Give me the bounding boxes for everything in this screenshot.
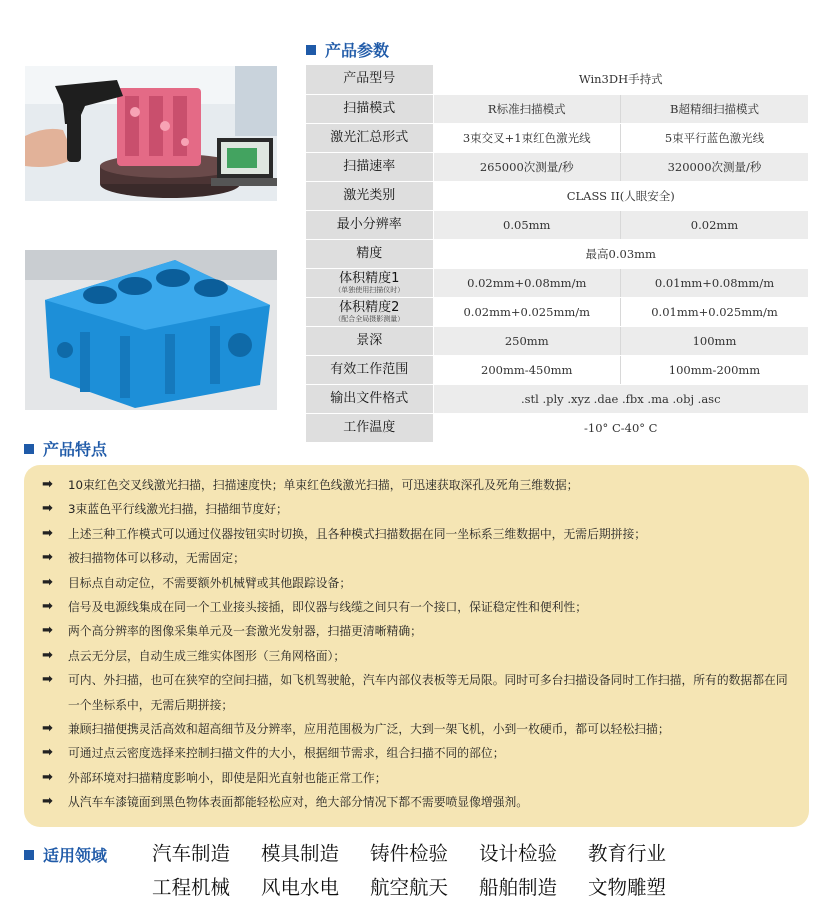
spec-value: 最高0.03mm — [433, 239, 808, 268]
application-item: 工程机械 — [152, 876, 231, 899]
application-section-title: 适用领域 — [43, 846, 108, 865]
spec-row — [306, 297, 808, 326]
features-section-header — [24, 437, 107, 460]
spec-value-r-mode: 200mm-450mm — [433, 355, 621, 384]
feature-item — [42, 741, 809, 765]
spec-label — [306, 65, 433, 94]
application-item: 汽车制造 — [152, 842, 231, 865]
spec-label — [306, 239, 433, 268]
feature-item — [42, 473, 809, 497]
spec-row — [306, 326, 808, 355]
features-list — [24, 465, 809, 827]
spec-value-b-mode: 0.01mm+0.08mm/m — [621, 268, 809, 297]
feature-text: 被扫描物体可以移动，无需固定； — [68, 551, 245, 566]
spec-value-r-mode: 265000次测量/秒 — [433, 152, 621, 181]
application-section-header — [24, 843, 107, 866]
feature-item — [42, 619, 809, 643]
spec-value-b-mode: 100mm-200mm — [621, 355, 809, 384]
params-section-header — [306, 38, 389, 61]
spec-value-r-mode: 0.02mm+0.025mm/m — [433, 297, 621, 326]
engine-scan-image — [25, 250, 277, 410]
spec-label — [306, 297, 433, 326]
feature-item — [42, 522, 809, 546]
feature-item — [42, 717, 809, 741]
feature-item — [42, 497, 809, 521]
spec-sublabel: （单独使用扫描仪时） — [334, 285, 405, 294]
application-item: 铸件检验 — [370, 842, 449, 865]
spec-label-text: 扫描速率 — [343, 158, 396, 174]
spec-row — [306, 355, 808, 384]
application-item: 模具制造 — [261, 842, 340, 865]
spec-value-r-mode: 0.02mm+0.08mm/m — [433, 268, 621, 297]
spec-value-b-mode: 100mm — [621, 326, 809, 355]
spec-label-text: 精度 — [356, 245, 383, 261]
spec-label — [306, 413, 433, 442]
application-item: 风电水电 — [261, 876, 340, 899]
application-grid — [152, 838, 697, 906]
spec-row — [306, 210, 808, 239]
arrow-right-icon: ➡ — [42, 647, 53, 663]
spec-label — [306, 152, 433, 181]
spec-label — [306, 94, 433, 123]
feature-text: 3束蓝色平行线激光扫描，扫描细节度好； — [68, 502, 288, 517]
spec-label — [306, 326, 433, 355]
spec-label-text: 景深 — [356, 332, 383, 348]
spec-row — [306, 123, 808, 152]
spec-label — [306, 268, 433, 297]
spec-row — [306, 94, 808, 123]
feature-text: 兼顾扫描便携灵活高效和超高细节及分辨率，应用范围极为广泛，大到一架飞机，小到一枚硬币，都可以轻松扫描； — [68, 722, 670, 737]
feature-text: 两个高分辨率的图像采集单元及一套激光发射器，扫描更清晰精确； — [68, 624, 422, 639]
spec-row — [306, 384, 808, 413]
application-item: 航空航天 — [370, 876, 449, 899]
spec-label-text: 最小分辨率 — [336, 216, 402, 232]
feature-item — [42, 595, 809, 619]
arrow-right-icon: ➡ — [42, 672, 53, 688]
feature-text: 外部环境对扫描精度影响小，即使是阳光直射也能正常工作； — [68, 770, 387, 785]
spec-label-text: 激光汇总形式 — [330, 129, 409, 145]
arrow-right-icon: ➡ — [42, 599, 53, 615]
spec-label — [306, 355, 433, 384]
section-bullet-icon — [306, 45, 316, 55]
feature-text: 上述三种工作模式可以通过仪器按钮实时切换，且各种模式扫描数据在同一坐标系三维数据中，无需后期拼接； — [68, 526, 647, 541]
scanner-photo — [25, 66, 277, 201]
spec-value-r-mode: 0.05mm — [433, 210, 621, 239]
feature-item — [42, 668, 809, 717]
spec-value-r-mode: 250mm — [433, 326, 621, 355]
application-item: 文物雕塑 — [588, 876, 667, 899]
spec-label-text: 有效工作范围 — [330, 361, 409, 377]
spec-value: .stl .ply .xyz .dae .fbx .ma .obj .asc — [433, 384, 808, 413]
feature-text: 信号及电源线集成在同一个工业接头接插，即仪器与线缆之间只有一个接口，保证稳定性和便利性； — [68, 600, 588, 615]
feature-item — [42, 790, 809, 814]
spec-label — [306, 181, 433, 210]
arrow-right-icon: ➡ — [42, 721, 53, 737]
feature-item — [42, 766, 809, 790]
spec-value-b-mode: B超精细扫描模式 — [621, 94, 809, 123]
spec-label-text: 输出文件格式 — [330, 390, 409, 406]
spec-label — [306, 123, 433, 152]
arrow-right-icon: ➡ — [42, 550, 53, 566]
feature-item — [42, 644, 809, 668]
arrow-right-icon: ➡ — [42, 477, 53, 492]
spec-row — [306, 152, 808, 181]
feature-text: 可通过点云密度选择来控制扫描文件的大小，根据细节需求，组合扫描不同的部位； — [68, 746, 505, 761]
section-bullet-icon — [24, 444, 34, 454]
spec-table — [306, 65, 808, 443]
spec-value-b-mode: 0.02mm — [621, 210, 809, 239]
arrow-right-icon: ➡ — [42, 525, 53, 541]
spec-label — [306, 384, 433, 413]
feature-text: 可内、外扫描，也可在狭窄的空间扫描，如飞机驾驶舱，汽车内部仪表板等无局限。同时可多台扫描设备同时工作扫描，所有的数据都在同一个坐标系中，无需后期拼接； — [68, 673, 788, 712]
spec-row — [306, 239, 808, 268]
spec-label-text: 体积精度2 — [339, 299, 400, 315]
spec-value-b-mode: 5束平行蓝色激光线 — [621, 123, 809, 152]
params-section-title: 产品参数 — [325, 41, 390, 60]
feature-item — [42, 546, 809, 570]
spec-row — [306, 181, 808, 210]
section-bullet-icon — [24, 850, 34, 860]
arrow-right-icon: ➡ — [42, 745, 53, 761]
spec-value: Win3DH手持式 — [433, 65, 808, 94]
spec-label-text: 激光类别 — [343, 187, 396, 203]
spec-value-r-mode: R标准扫描模式 — [433, 94, 621, 123]
arrow-right-icon: ➡ — [42, 501, 53, 517]
spec-row — [306, 268, 808, 297]
arrow-right-icon: ➡ — [42, 769, 53, 785]
spec-row — [306, 65, 808, 94]
application-item: 设计检验 — [479, 842, 558, 865]
feature-text: 从汽车车漆镜面到黑色物体表面都能轻松应对，绝大部分情况下都不需要喷显像增强剂。 — [68, 795, 529, 810]
spec-value-r-mode: 3束交叉+1束红色激光线 — [433, 123, 621, 152]
feature-text: 点云无分层，自动生成三维实体图形（三角网格面）； — [68, 648, 346, 663]
spec-value: -10° C-40° C — [433, 413, 808, 442]
spec-label-text: 产品型号 — [343, 71, 396, 87]
application-item: 教育行业 — [588, 842, 667, 865]
features-section-title: 产品特点 — [43, 440, 108, 459]
feature-item — [42, 571, 809, 595]
spec-label-text: 工作温度 — [343, 419, 396, 435]
spec-label-text: 体积精度1 — [339, 270, 400, 286]
application-item: 船舶制造 — [479, 876, 558, 899]
spec-label — [306, 210, 433, 239]
feature-text: 目标点自动定位，不需要额外机械臂或其他跟踪设备； — [68, 575, 352, 590]
arrow-right-icon: ➡ — [42, 574, 53, 590]
feature-text: 10束红色交叉线激光扫描，扫描速度快；单束红色线激光扫描，可迅速获取深孔及死角三维数据； — [68, 478, 579, 492]
spec-value-b-mode: 0.01mm+0.025mm/m — [621, 297, 809, 326]
spec-sublabel: （配合全局摄影测量） — [334, 314, 405, 323]
arrow-right-icon: ➡ — [42, 794, 53, 810]
spec-label-text: 扫描模式 — [343, 100, 396, 116]
spec-value: CLASS II(人眼安全) — [433, 181, 808, 210]
spec-row — [306, 413, 808, 442]
spec-value-b-mode: 320000次测量/秒 — [621, 152, 809, 181]
arrow-right-icon: ➡ — [42, 623, 53, 639]
